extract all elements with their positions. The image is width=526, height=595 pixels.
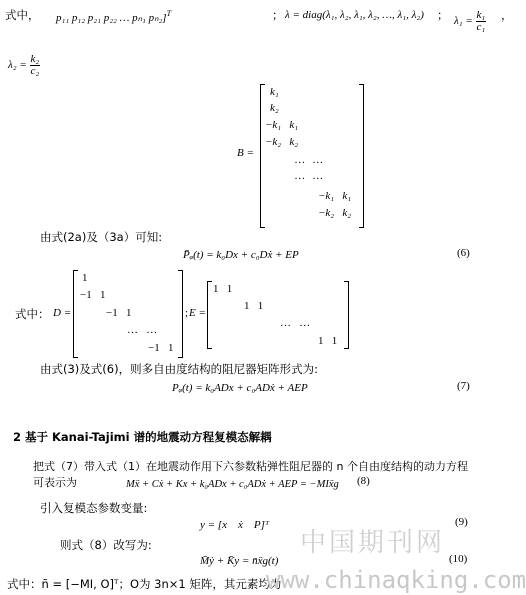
equation-number: (6) xyxy=(457,247,470,259)
paragraph-text: 可表示为 xyxy=(33,476,77,489)
matrix-e-label: E = xyxy=(189,307,206,319)
matrix-e-row: 1 1 xyxy=(318,335,338,347)
matrix-d-right-bracket xyxy=(178,270,183,358)
section-heading: 2 基于 Kanai-Tajimi 谱的地震动方程复模态解耦 xyxy=(13,430,272,444)
matrix-d-left-bracket xyxy=(73,270,78,358)
matrix-b-right-bracket xyxy=(359,84,364,228)
lambda-diag-equation: λ = diag(λ₁, λ₂, λ₁, λ₂, …, λ₁, λ₂) xyxy=(285,9,424,21)
matrix-b-row: −k₂ k₂ xyxy=(265,136,299,148)
matrix-b-row: k₁ xyxy=(270,86,279,98)
equation-number: (8) xyxy=(357,475,370,487)
equation-10: M̄ẏ + K̄y = n̄ẍg(t) xyxy=(200,555,279,567)
lambda1-label: λ₁ = xyxy=(454,15,473,28)
lambda2-numerator: k₂ xyxy=(30,53,40,65)
separator: ； xyxy=(272,8,284,22)
equation-number: (10) xyxy=(449,553,468,565)
matrix-d-row: … … xyxy=(127,324,158,336)
comma: ， xyxy=(501,8,513,22)
matrix-b-label: B = xyxy=(237,147,254,159)
paragraph-text: 由式(2a)及（3a）可知: xyxy=(40,230,163,244)
matrix-e-row: … … xyxy=(280,317,311,329)
matrix-b-row: k₂ xyxy=(270,102,279,114)
equation-6: P̄ᵩ(t) = k₀Dx + c₀Dẋ + EP xyxy=(183,249,299,261)
paragraph-text: 引入复模态参数变量: xyxy=(40,501,148,515)
equation-9: y = [x ẋ P]ᵀ xyxy=(200,519,270,531)
matrix-b-row: −k₂ k₂ xyxy=(318,207,352,219)
paragraph-text: 式中：n̄ = [−MI, O]ᵀ；O为 3n×1 矩阵，其元素均为 xyxy=(7,577,282,591)
where-label: 式中， xyxy=(5,8,40,22)
where-label: 式中： xyxy=(15,307,50,321)
lambda2-fraction xyxy=(30,54,41,77)
matrix-e-left-bracket xyxy=(207,281,212,349)
lambda1-equation xyxy=(454,10,486,33)
matrix-d-row: 1 xyxy=(82,272,88,284)
lambda1-denominator: c₁ xyxy=(476,21,486,33)
lambda2-equation xyxy=(8,54,40,77)
watermark-url: www.chinaqking.com xyxy=(266,566,526,594)
p-vector-equation xyxy=(56,9,171,24)
matrix-d-row: −1 1 xyxy=(80,289,106,301)
transpose-sup: T xyxy=(166,9,172,18)
watermark-title: 中国期刊网 xyxy=(300,528,446,558)
separator: ; xyxy=(185,307,189,319)
matrix-b-row: … … xyxy=(295,154,323,166)
separator: ； xyxy=(437,8,449,22)
matrix-e-row: 1 1 xyxy=(213,283,233,295)
matrix-b-left-bracket xyxy=(260,84,265,228)
matrix-e-right-bracket xyxy=(344,281,349,349)
lambda2-denominator: c₂ xyxy=(30,65,40,77)
matrix-d-row: −1 1 xyxy=(106,307,132,319)
lambda2-label: λ₂ = xyxy=(8,59,27,72)
lambda1-numerator: k₁ xyxy=(476,9,486,21)
matrix-b-row: −k₁ k₁ xyxy=(318,190,352,202)
equation-number: (7) xyxy=(457,380,470,392)
paragraph-text: 由式(3)及式(6)，则多自由度结构的阻尼器矩阵形式为: xyxy=(40,362,318,376)
p-vector: p₁₁ p₁₂ p₂₁ p₂₂ … pₙ₁ pₙ₂] xyxy=(56,11,167,24)
lambda1-fraction xyxy=(476,10,487,33)
matrix-d-row: −1 1 xyxy=(148,342,174,354)
matrix-b-row: −k₁ k₁ xyxy=(265,119,299,131)
equation-7: Pᵩ(t) = k₀ADx + c₀ADẋ + AEP xyxy=(172,382,308,394)
matrix-e-row: 1 1 xyxy=(244,300,264,312)
equation-8: Mẍ + Cẋ + Kx + k₀ADx + c₀ADẋ + AEP = −MIẍg xyxy=(126,479,339,490)
matrix-d-label: D = xyxy=(53,307,72,319)
paragraph-text: 把式（7）带入式（1）在地震动作用下六参数粘弹性阻尼器的 n 个自由度结构的动力方程 xyxy=(33,460,468,473)
matrix-b-row: … … xyxy=(295,170,323,182)
equation-number: (9) xyxy=(455,516,468,528)
paragraph-text: 则式（8）改写为: xyxy=(60,538,152,552)
